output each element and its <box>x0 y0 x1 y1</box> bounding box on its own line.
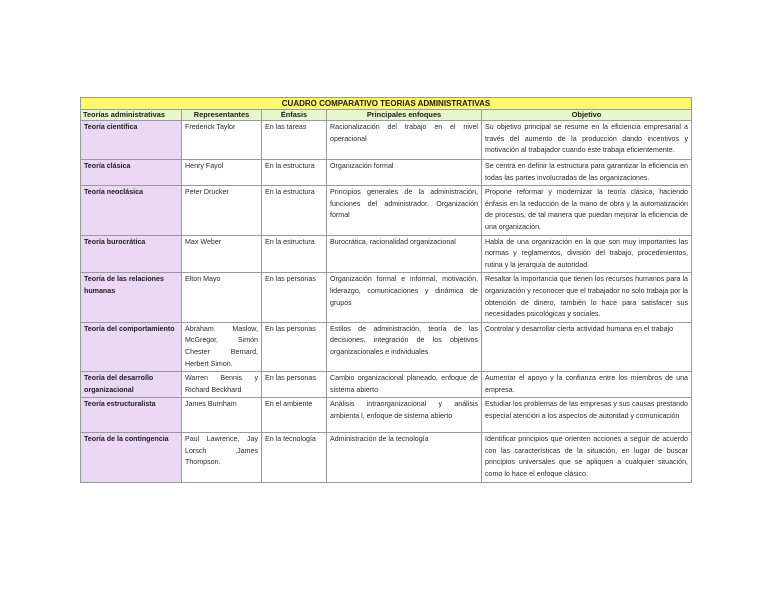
cell-teoria: Teoría de la contingencia <box>81 433 182 482</box>
header-row <box>81 110 692 121</box>
cell-enfoques: Burocrática, racionalidad organizacional <box>327 235 482 273</box>
cell-teoria: Teoría burocrática <box>81 235 182 273</box>
table-row <box>81 160 692 186</box>
cell-objetivo: Controlar y desarrollar cierta actividad humana en el trabajo <box>482 322 692 371</box>
cell-representantes: Henry Fayol <box>182 160 262 186</box>
cell-enfasis: En la estructura <box>262 186 327 235</box>
cell-objetivo: Aumentar el apoyo y la confianza entre los miembros de una empresa. <box>482 372 692 398</box>
table-row <box>81 398 692 433</box>
cell-representantes: Elton Mayo <box>182 273 262 322</box>
header-enfoques: Principales enfoques <box>327 110 482 121</box>
cell-representantes: Peter Drucker <box>182 186 262 235</box>
cell-enfoques: Cambio organizacional planeado, enfoque de sistema abierto <box>327 372 482 398</box>
header-enfasis: Énfasis <box>262 110 327 121</box>
cell-enfoques: Principios generales de la administración, funciones del administrador. Organización formal <box>327 186 482 235</box>
cell-enfasis: En la estructura <box>262 160 327 186</box>
table-row <box>81 235 692 273</box>
header-teorias: Teorías administrativas <box>81 110 182 121</box>
header-objetivo: Objetivo <box>482 110 692 121</box>
header-representantes: Representantes <box>182 110 262 121</box>
cell-representantes: Max Weber <box>182 235 262 273</box>
cell-enfoques: Estilos de administración, teoría de las decisiones, integración de los objetivos organizacionales e individuales <box>327 322 482 371</box>
cell-representantes: Frederick Taylor <box>182 121 262 160</box>
cell-enfoques: Racionalización del trabajo en el nivel operacional <box>327 121 482 160</box>
cell-enfasis: En la estructura <box>262 235 327 273</box>
cell-objetivo: Identificar principios que orienten acciones a seguir de acuerdo con las características de la situación, en lugar de buscar principios universales que se apliquen a cualquier situación, como lo hace el enfoque clásico. <box>482 433 692 482</box>
cell-teoria: Teoría clásica <box>81 160 182 186</box>
cell-enfasis: En la tecnología <box>262 433 327 482</box>
cell-teoria: Teoría del desarrollo organizacional <box>81 372 182 398</box>
cell-objetivo: Resaltar la importancia que tienen los recursos humanos para la organización y reconocer que el trabajador no solo trabaja por la obtención de dinero, también lo hace para satisfacer sus necesidades psicológicas y sociales. <box>482 273 692 322</box>
cell-representantes: James Burnham <box>182 398 262 433</box>
cell-representantes: Paul Lawrence, Jay Lorsch ,James Thompson. <box>182 433 262 482</box>
cell-objetivo: Habla de una organización en la que son muy importantes las normas y reglamentos, división del trabajo, procedimientos, rutina y la jerarquía de autoridad. <box>482 235 692 273</box>
table-row <box>81 433 692 482</box>
cell-enfoques: Organización formal e informal, motivación, liderazgo, comunicaciones y dinámica de grupos <box>327 273 482 322</box>
cell-enfasis: En las tareas <box>262 121 327 160</box>
cell-teoria: Teoría estructuralista <box>81 398 182 433</box>
title-row <box>81 98 692 110</box>
table-row <box>81 322 692 371</box>
cell-teoria: Teoría científica <box>81 121 182 160</box>
table-row <box>81 372 692 398</box>
cell-teoria: Teoría neoclásica <box>81 186 182 235</box>
cell-enfoques: Análisis intraorganizacional y análisis ambienta l, enfoque de sistema abierto <box>327 398 482 433</box>
cell-objetivo: Propone reformar y modernizar la teoría clásica, haciendo énfasis en la reducción de la mano de obra y la automatización de procesos, de tal manera que puedan mejorar la eficiencia de una organización. <box>482 186 692 235</box>
comparison-table <box>80 97 692 483</box>
table-row <box>81 121 692 160</box>
cell-objetivo: Su objetivo principal se resume en la eficiencia empresarial a través del aumento de la producción dando incentivos y motivación al trabajador cuando éste trabaja eficientemente. <box>482 121 692 160</box>
cell-enfasis: En las personas <box>262 273 327 322</box>
cell-representantes: Abraham Maslow, McGregor, Simón Chester Bernard, Herbert Simon. <box>182 322 262 371</box>
cell-enfoques: Organización formal <box>327 160 482 186</box>
cell-teoria: Teoría de las relaciones humanas <box>81 273 182 322</box>
table-row <box>81 273 692 322</box>
cell-objetivo: Se centra en definir la estructura para garantizar la eficiencia en todas las partes involucradas de las organizaciones. <box>482 160 692 186</box>
cell-objetivo: Estudiar los problemas de las empresas y sus causas prestando especial atención a los aspectos de autoridad y comunicación <box>482 398 692 433</box>
table-row <box>81 186 692 235</box>
table-title: CUADRO COMPARATIVO TEORIAS ADMINISTRATIVAS <box>81 98 692 110</box>
cell-enfasis: En el ambiente <box>262 398 327 433</box>
comparison-sheet <box>80 97 691 483</box>
cell-enfasis: En las personas <box>262 372 327 398</box>
cell-enfasis: En las personas <box>262 322 327 371</box>
cell-enfoques: Administración de la tecnología <box>327 433 482 482</box>
cell-teoria: Teoría del comportamiento <box>81 322 182 371</box>
cell-representantes: Warren Bennis y Richard Beckhard <box>182 372 262 398</box>
